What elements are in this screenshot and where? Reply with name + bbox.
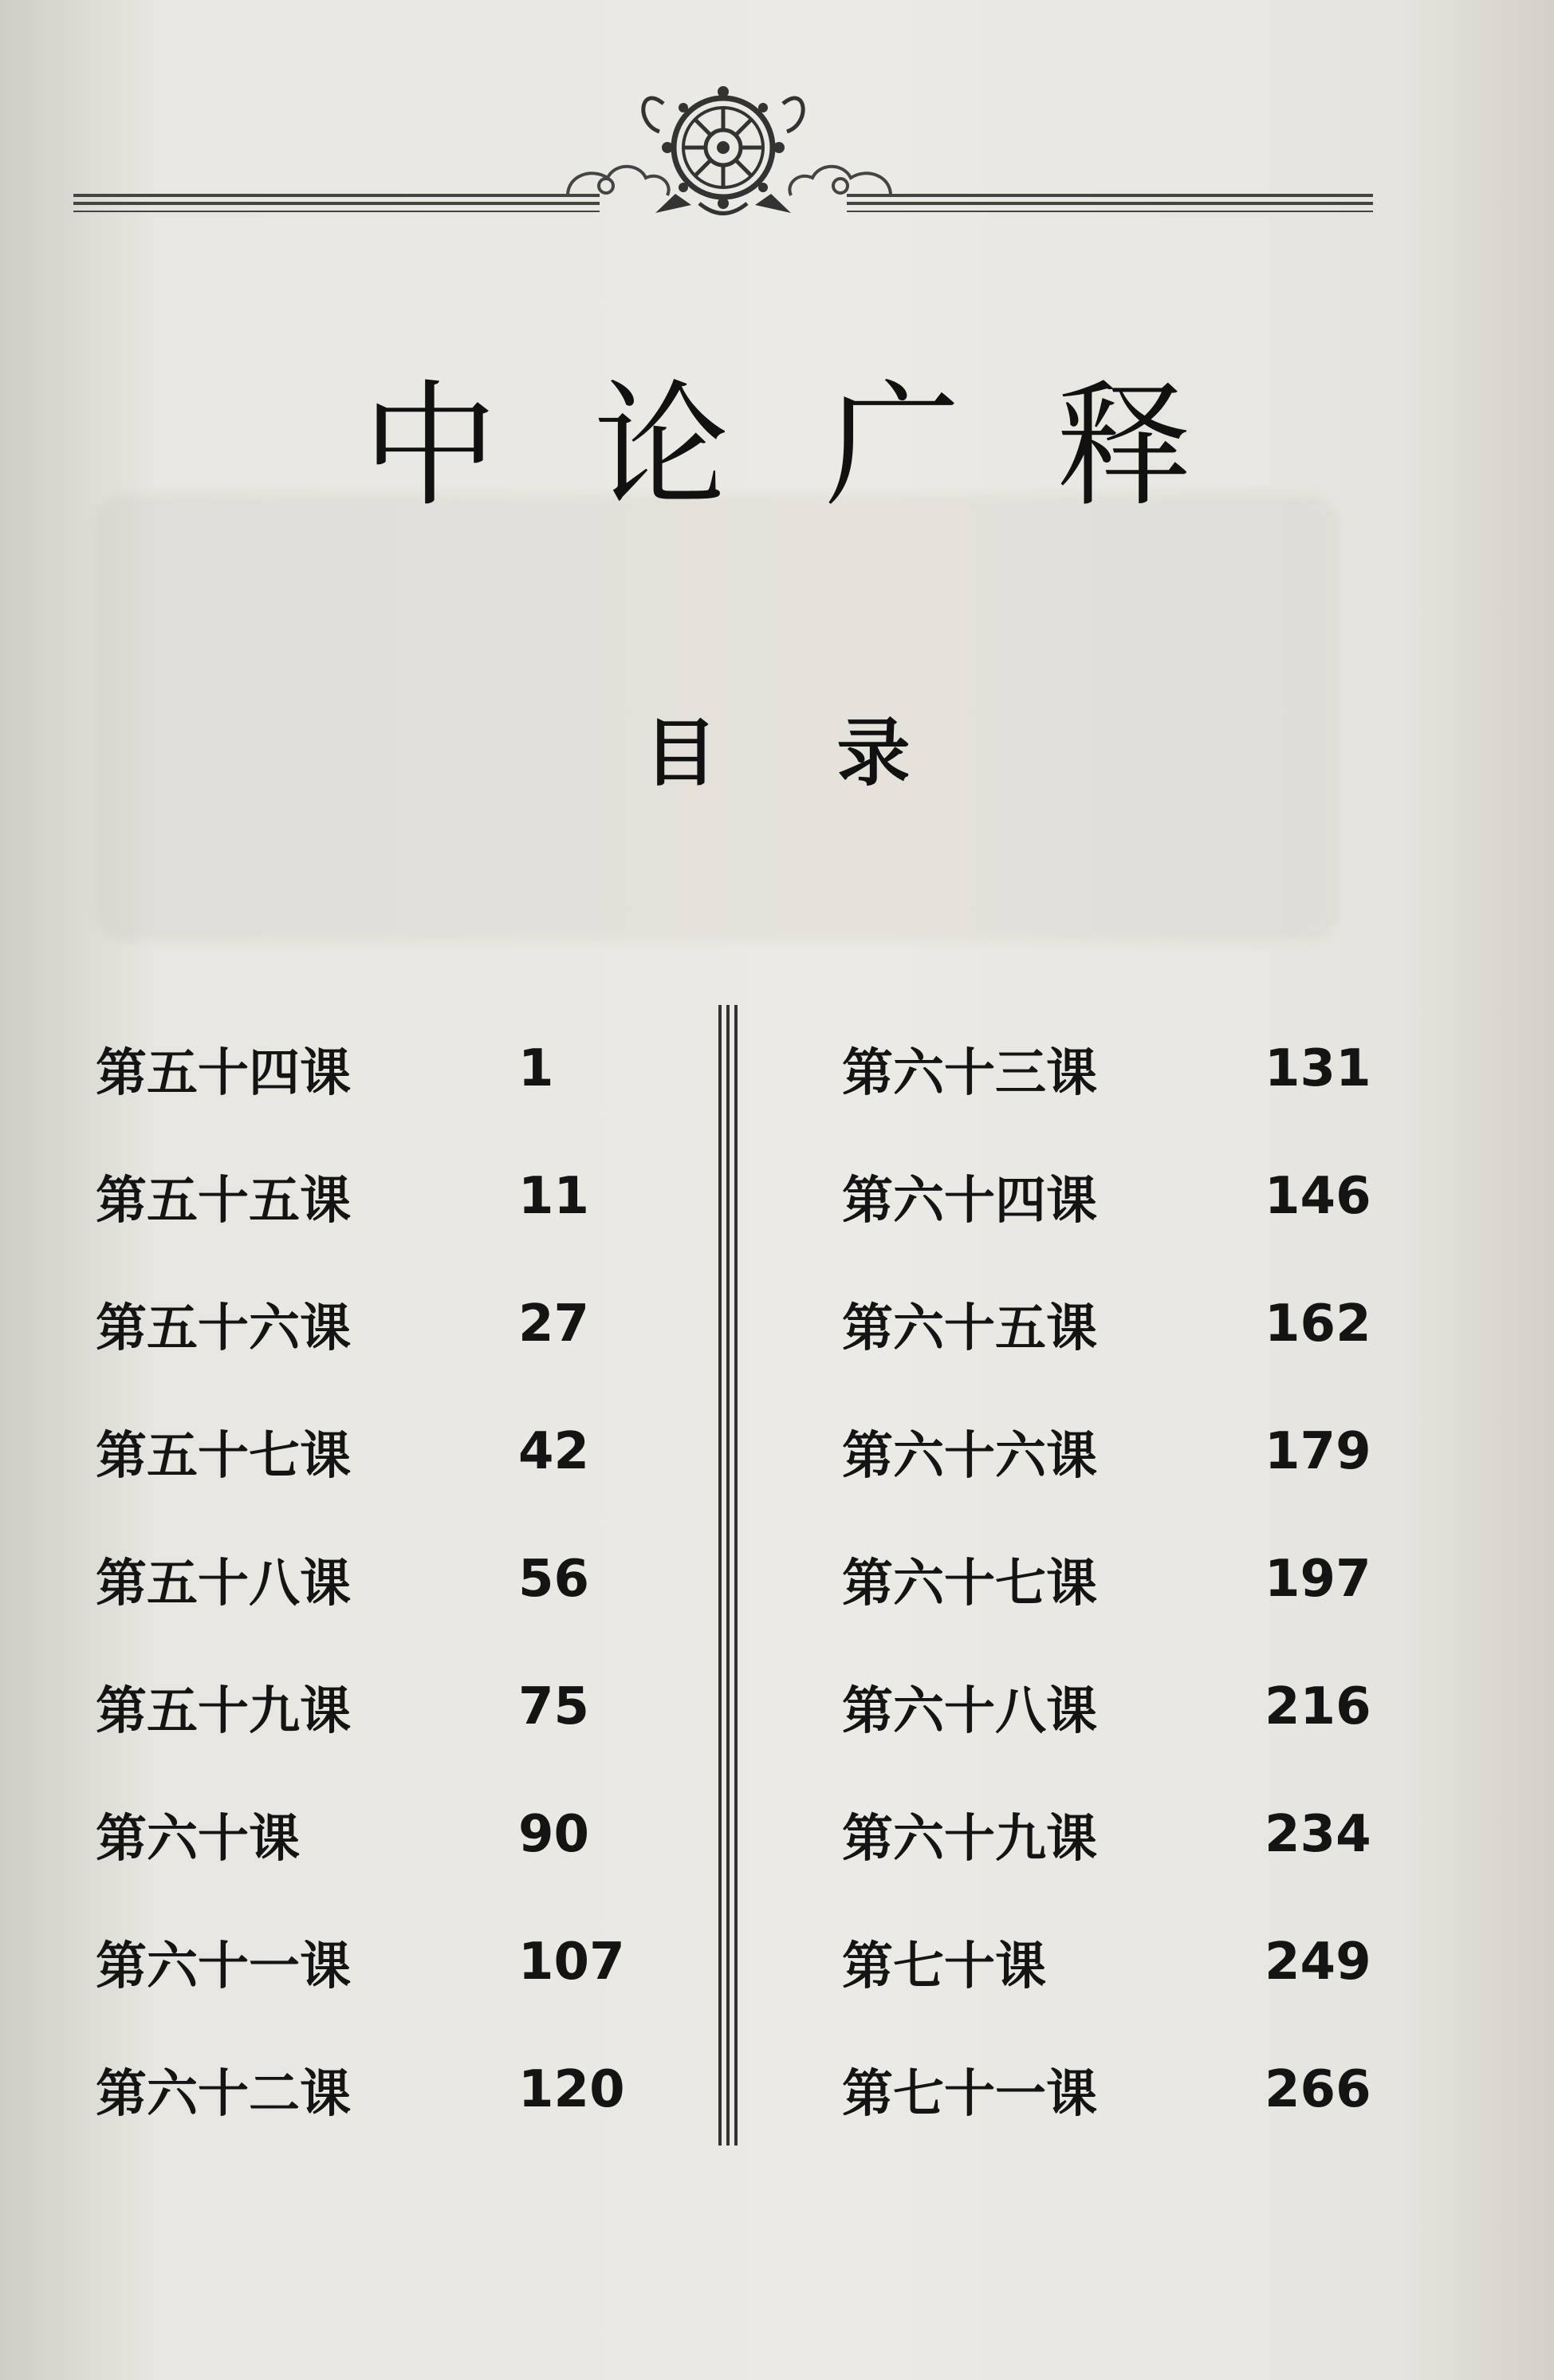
toc-entry xyxy=(96,1388,702,1515)
toc-entry-page: 131 xyxy=(1265,1039,1371,1098)
toc-entry xyxy=(842,2026,1448,2153)
toc-entry-label: 第六十四课 xyxy=(842,1172,1097,1231)
toc-entry xyxy=(96,2026,702,2153)
toc-entry-page: 75 xyxy=(518,1677,590,1736)
toc-entry xyxy=(842,1005,1448,1133)
toc-entry-page: 266 xyxy=(1265,2060,1371,2119)
book-title: 中论广释 xyxy=(362,368,1288,526)
contents-heading: 目录 xyxy=(643,711,1030,796)
toc-entry-page: 162 xyxy=(1265,1294,1371,1354)
toc-entry-label: 第六十九课 xyxy=(842,1810,1097,1869)
toc-entry-label: 第六十三课 xyxy=(842,1044,1097,1103)
toc-entry-page: 11 xyxy=(518,1167,590,1226)
header-ornament xyxy=(73,76,1373,227)
toc-entry-label: 第五十五课 xyxy=(96,1172,351,1231)
cloud-left-icon xyxy=(568,167,669,195)
toc-entry-page: 197 xyxy=(1265,1550,1371,1609)
toc-entry xyxy=(96,1133,702,1260)
toc-entry-label: 第七十课 xyxy=(842,1937,1046,1996)
toc-entry-page: 179 xyxy=(1265,1422,1371,1481)
toc-entry xyxy=(96,1898,702,2026)
toc-entry-page: 249 xyxy=(1265,1933,1371,1992)
toc-entry-page: 234 xyxy=(1265,1805,1371,1864)
toc-entry xyxy=(842,1260,1448,1388)
toc-entry-label: 第六十五课 xyxy=(842,1299,1097,1358)
toc-entry-label: 第六十六课 xyxy=(842,1427,1097,1486)
toc-entry xyxy=(842,1643,1448,1771)
toc-entry xyxy=(96,1515,702,1643)
toc-entry xyxy=(96,1771,702,1898)
toc-entry xyxy=(842,1515,1448,1643)
toc-entry-page: 27 xyxy=(518,1294,590,1354)
toc-entry-page: 120 xyxy=(518,2060,625,2119)
toc-entry-label: 第五十七课 xyxy=(96,1427,351,1486)
toc-entry xyxy=(842,1388,1448,1515)
toc-entry xyxy=(96,1005,702,1133)
toc-entry-page: 90 xyxy=(518,1805,590,1864)
toc-right-column xyxy=(842,1005,1448,2153)
toc-entry-page: 146 xyxy=(1265,1167,1371,1226)
toc-entry-page: 1 xyxy=(518,1039,554,1098)
toc-left-column xyxy=(96,1005,702,2153)
toc-entry-label: 第六十一课 xyxy=(96,1937,351,1996)
toc-entry-page: 107 xyxy=(518,1933,625,1992)
toc-entry-label: 第六十七课 xyxy=(842,1554,1097,1614)
toc-entry-page: 56 xyxy=(518,1550,590,1609)
toc-entry-label: 第六十课 xyxy=(96,1810,300,1869)
toc-entry-label: 第五十九课 xyxy=(96,1682,351,1741)
toc-entry-label: 第六十八课 xyxy=(842,1682,1097,1741)
toc-entry-page: 42 xyxy=(518,1422,590,1481)
toc-entry xyxy=(96,1260,702,1388)
toc-entry-label: 第五十四课 xyxy=(96,1044,351,1103)
cloud-right-icon xyxy=(789,167,891,195)
column-divider xyxy=(718,1005,738,2146)
toc-entry-label: 第五十六课 xyxy=(96,1299,351,1358)
toc-entry xyxy=(96,1643,702,1771)
toc-entry xyxy=(842,1898,1448,2026)
toc-entry-label: 第五十八课 xyxy=(96,1554,351,1614)
toc-entry-label: 第七十一课 xyxy=(842,2065,1097,2124)
toc-entry xyxy=(842,1133,1448,1260)
toc-entry-page: 216 xyxy=(1265,1677,1371,1736)
toc-entry-label: 第六十二课 xyxy=(96,2065,351,2124)
toc-entry xyxy=(842,1771,1448,1898)
